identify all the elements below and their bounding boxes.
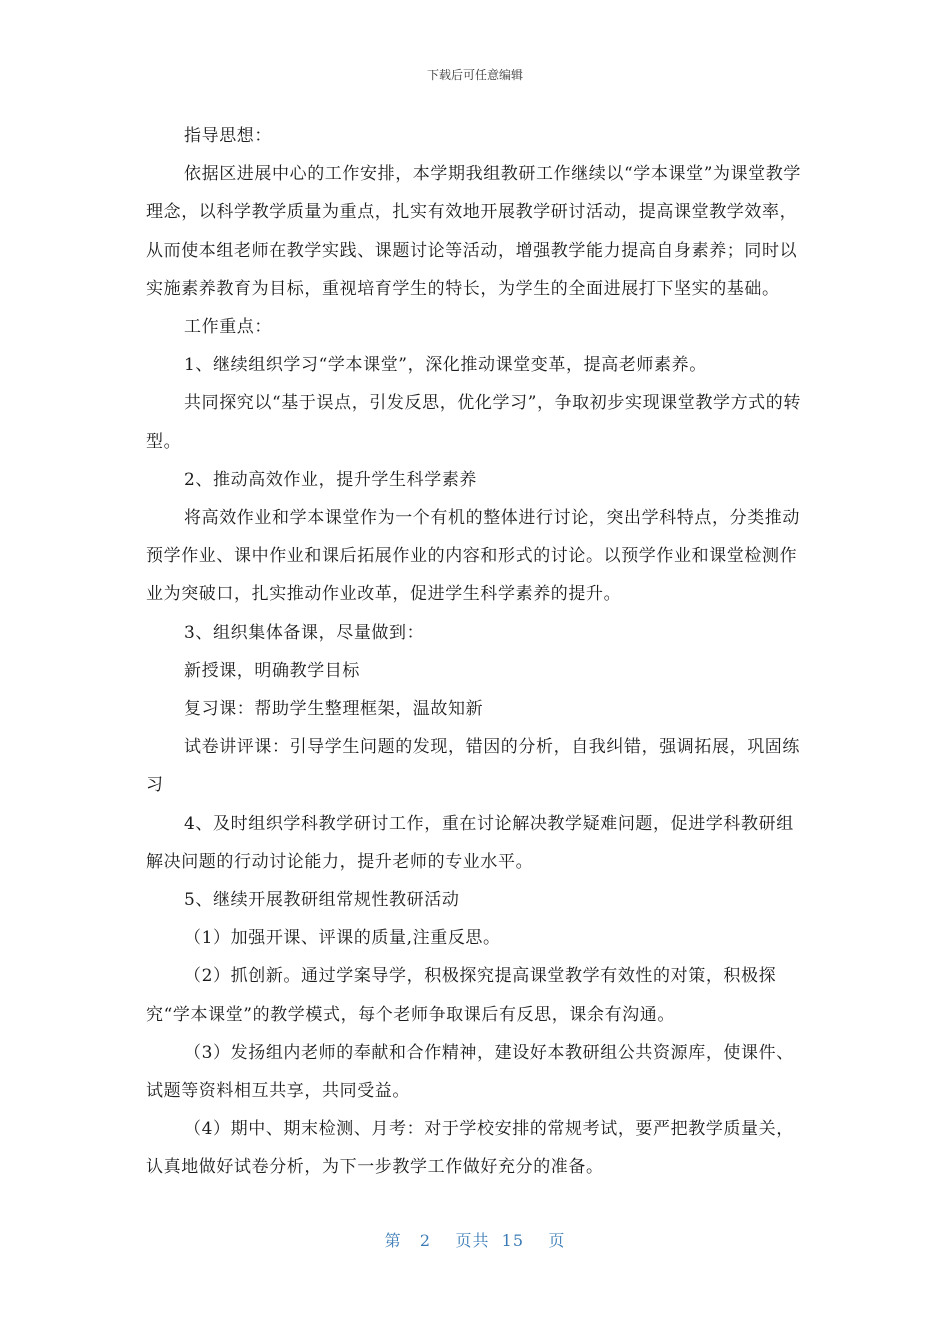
item-5-sub-2: （2）抓创新。通过学案导学，积极探究提高课堂教学有效性的对策，积极探究“学本课堂”的教学模式，每个老师争取课后有反思，课余有沟通。 <box>146 966 777 1025</box>
footer-current-page: 2 <box>419 1231 432 1250</box>
item-3-review-lesson: 复习课：帮助学生整理框架，温故知新 <box>184 699 484 720</box>
item-3: 3、组织集体备课，尽量做到： <box>184 622 425 643</box>
item-5-sub-1: （1）加强开课、评课的质量,注重反思。 <box>184 928 501 949</box>
page-header-note: 下载后可任意编辑 <box>426 68 523 82</box>
item-5: 5、继续开展教研组常规性教研活动 <box>184 890 460 911</box>
item-1: 1、继续组织学习“学本课堂”，深化推动课堂变革，提高老师素养。 <box>184 355 707 376</box>
footer-middle: 页共 <box>455 1231 490 1250</box>
item-3-exam-review: 试卷讲评课：引导学生问题的发现，错因的分析，自我纠错，强调拓展，巩固练习 <box>146 737 800 796</box>
footer-suffix: 页 <box>548 1231 566 1250</box>
item-1-detail: 共同探究以“基于误点，引发反思，优化学习”，争取初步实现课堂教学方式的转型。 <box>146 393 801 452</box>
page-footer <box>0 1228 950 1251</box>
document-body <box>146 117 806 1187</box>
item-2: 2、推动高效作业，提升学生科学素养 <box>184 469 478 490</box>
item-4: 4、及时组织学科教学研讨工作，重在讨论解决教学疑难问题，促进学科教研组解决问题的行动讨论能力，提升老师的专业水平。 <box>146 813 794 872</box>
paragraph-guiding-ideology: 依据区进展中心的工作安排，本学期我组教研工作继续以“学本课堂”为课堂教学理念，以科学教学质量为重点，扎实有效地开展教学研讨活动，提高课堂教学效率，从而使本组老师在教学实践、课题讨论等活动，增强教学能力提高自身素养；同时以实施素养教育为目标，重视培育学生的特长，为学生的全面进展打下坚实的基础。 <box>146 164 801 299</box>
footer-prefix: 第 <box>384 1231 402 1250</box>
heading-guiding-ideology: 指导思想： <box>184 126 272 146</box>
item-3-new-lesson: 新授课，明确教学目标 <box>184 660 360 681</box>
item-5-sub-4: （4）期中、期末检测、月考：对于学校安排的常规考试，要严把教学质量关，认真地做好试卷分析，为下一步教学工作做好充分的准备。 <box>146 1119 794 1178</box>
heading-work-focus: 工作重点： <box>184 317 272 338</box>
item-5-sub-3: （3）发扬组内老师的奉献和合作精神，建设好本教研组公共资源库，使课件、试题等资料相互共享，共同受益。 <box>146 1042 794 1102</box>
item-2-detail: 将高效作业和学本课堂作为一个有机的整体进行讨论，突出学科特点，分类推动预学作业、课中作业和课后拓展作业的内容和形式的讨论。以预学作业和课堂检测作业为突破口，扎实推动作业改革，促进学生科学素养的提升。 <box>146 508 800 605</box>
footer-total-pages: 15 <box>501 1231 524 1250</box>
